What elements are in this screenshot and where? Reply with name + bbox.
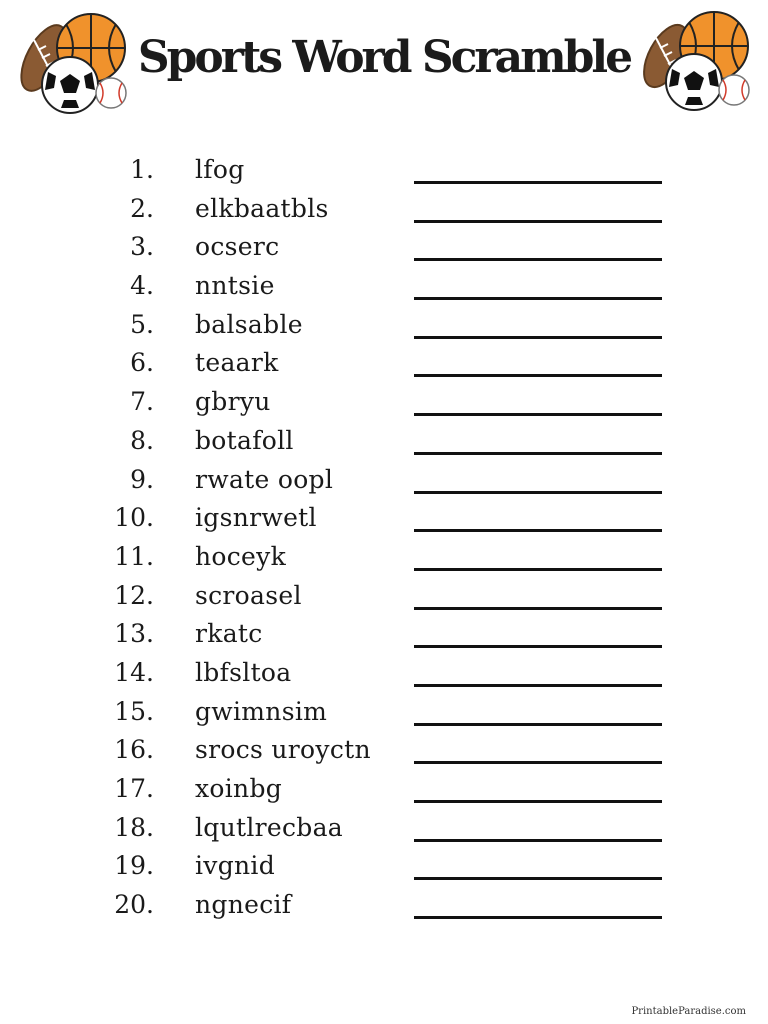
scrambled-word: scroasel	[195, 580, 302, 610]
answer-line[interactable]	[414, 336, 662, 339]
scramble-item	[0, 230, 768, 269]
scramble-item	[0, 501, 768, 540]
item-number: 5.	[130, 309, 154, 339]
answer-line[interactable]	[414, 839, 662, 842]
answer-line[interactable]	[414, 723, 662, 726]
item-number: 16.	[114, 735, 154, 765]
page-title: Sports Word Scramble	[137, 32, 631, 83]
baseball-icon	[96, 78, 126, 108]
scramble-item	[0, 772, 768, 811]
scramble-item	[0, 733, 768, 772]
answer-line[interactable]	[414, 607, 662, 610]
scrambled-word: ocserc	[195, 232, 280, 262]
item-number: 8.	[130, 425, 154, 455]
scrambled-word: rkatc	[195, 619, 263, 649]
scramble-item	[0, 656, 768, 695]
scrambled-word: lbfsltoa	[195, 657, 292, 687]
scramble-item	[0, 888, 768, 927]
scrambled-word: srocs uroyctn	[195, 735, 371, 765]
scramble-item	[0, 463, 768, 502]
scramble-list	[0, 153, 768, 927]
footer-credit: PrintableParadise.com	[631, 1006, 746, 1017]
answer-line[interactable]	[414, 491, 662, 494]
scrambled-word: hoceyk	[195, 541, 287, 571]
item-number: 1.	[130, 155, 154, 184]
item-number: 15.	[114, 696, 154, 726]
answer-line[interactable]	[414, 761, 662, 764]
item-number: 13.	[114, 619, 154, 649]
scrambled-word: botafoll	[195, 425, 294, 455]
answer-line[interactable]	[414, 916, 662, 919]
answer-line[interactable]	[414, 258, 662, 261]
scramble-item	[0, 153, 768, 192]
answer-line[interactable]	[414, 452, 662, 455]
item-number: 17.	[114, 774, 154, 803]
item-number: 19.	[114, 851, 154, 881]
item-number: 18.	[114, 812, 154, 842]
item-number: 7.	[130, 387, 154, 417]
answer-line[interactable]	[414, 529, 662, 532]
scramble-item	[0, 346, 768, 385]
answer-line[interactable]	[414, 413, 662, 416]
worksheet-header	[0, 0, 768, 120]
scramble-item	[0, 269, 768, 308]
scramble-item	[0, 385, 768, 424]
scrambled-word: teaark	[195, 348, 279, 378]
scramble-item	[0, 695, 768, 734]
scrambled-word: igsnrwetl	[195, 503, 317, 533]
scrambled-word: elkbaatbls	[195, 193, 329, 223]
soccer-ball-icon	[666, 54, 722, 110]
item-number: 9.	[130, 464, 154, 494]
answer-line[interactable]	[414, 374, 662, 377]
scrambled-word: lqutlrecbaa	[195, 812, 344, 842]
item-number: 20.	[114, 890, 154, 920]
answer-line[interactable]	[414, 297, 662, 300]
scrambled-word: gbryu	[195, 387, 271, 417]
answer-line[interactable]	[414, 800, 662, 803]
item-number: 10.	[114, 503, 154, 533]
scrambled-word: nntsie	[195, 271, 275, 301]
baseball-icon	[719, 75, 749, 105]
answer-line[interactable]	[414, 645, 662, 648]
scramble-item	[0, 811, 768, 850]
scrambled-word: xoinbg	[195, 774, 283, 803]
scramble-item	[0, 849, 768, 888]
scrambled-word: ivgnid	[195, 851, 276, 881]
scramble-item	[0, 192, 768, 231]
item-number: 14.	[114, 657, 154, 687]
scramble-item	[0, 308, 768, 347]
scrambled-word: rwate oopl	[195, 464, 334, 494]
scramble-item	[0, 540, 768, 579]
answer-line[interactable]	[414, 220, 662, 223]
item-number: 4.	[130, 271, 154, 301]
item-number: 11.	[114, 541, 154, 571]
item-number: 12.	[114, 580, 154, 610]
scrambled-word: lfog	[195, 155, 245, 184]
answer-line[interactable]	[414, 568, 662, 571]
item-number: 3.	[130, 232, 154, 262]
answer-line[interactable]	[414, 877, 662, 880]
sports-balls-cluster-right	[636, 10, 756, 120]
scrambled-word: gwimnsim	[195, 696, 328, 726]
scramble-item	[0, 424, 768, 463]
item-number: 6.	[130, 348, 154, 378]
scramble-item	[0, 579, 768, 618]
item-number: 2.	[130, 193, 154, 223]
answer-line[interactable]	[414, 181, 662, 184]
scramble-item	[0, 617, 768, 656]
scrambled-word: balsable	[195, 309, 303, 339]
answer-line[interactable]	[414, 684, 662, 687]
scrambled-word: ngnecif	[195, 890, 292, 920]
